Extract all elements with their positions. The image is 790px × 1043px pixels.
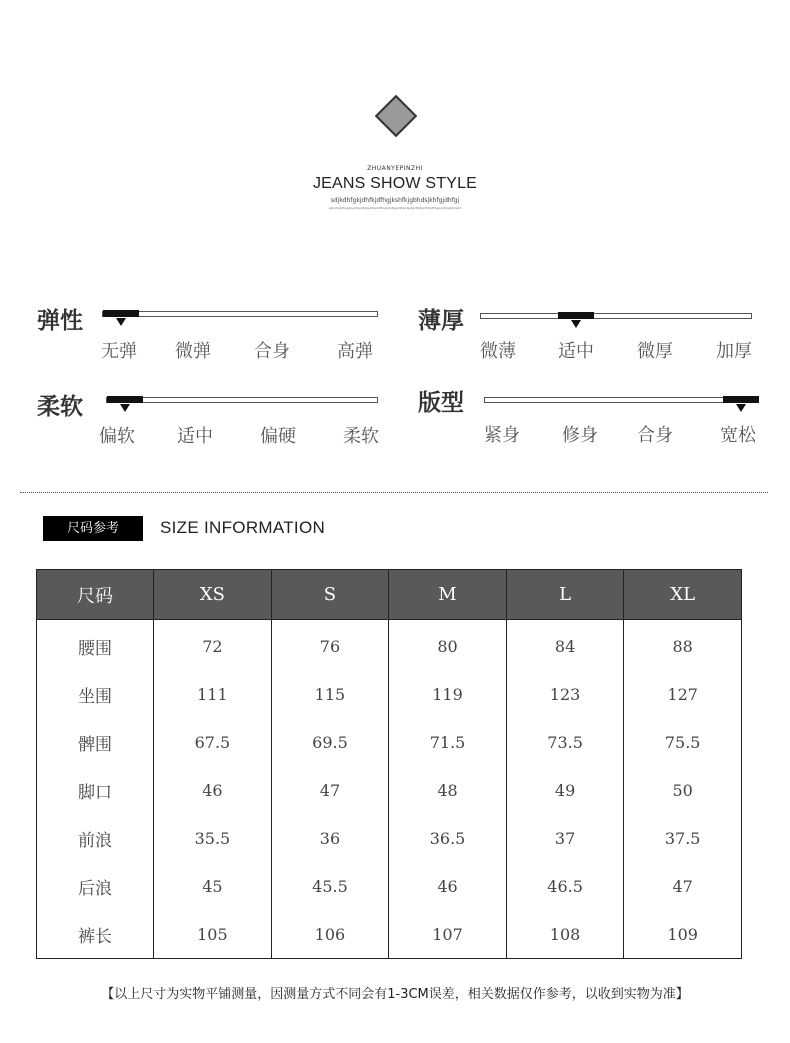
attribute-option: 高弹 (337, 341, 373, 362)
attribute-option: 合身 (637, 425, 673, 446)
attribute-option: 合身 (254, 341, 290, 362)
attribute-marker (723, 396, 759, 403)
table-header-cell: 尺码 (37, 570, 154, 620)
attribute-label: 柔软 (37, 394, 83, 420)
attribute-marker (103, 310, 139, 317)
table-cell: 115 (271, 670, 389, 718)
attribute-track (102, 311, 378, 317)
pointer-icon (571, 320, 581, 328)
size-information-title: SIZE INFORMATION (160, 518, 326, 537)
table-row (37, 620, 742, 671)
table-cell: 107 (389, 910, 507, 959)
table-cell: 88 (624, 620, 742, 671)
table-header-cell: M (389, 570, 507, 620)
table-cell: 46 (389, 862, 507, 910)
table-cell: 109 (624, 910, 742, 959)
attribute-option: 修身 (562, 425, 598, 446)
table-row-label: 脚口 (37, 766, 154, 814)
table-row-label: 后浪 (37, 862, 154, 910)
table-cell: 45 (154, 862, 272, 910)
table-header-cell: XL (624, 570, 742, 620)
brand-subtitle: ZHUANYEPINZHI (367, 165, 423, 172)
attribute-option: 偏软 (99, 426, 135, 447)
table-row (37, 910, 742, 959)
table-cell: 46.5 (506, 862, 624, 910)
table-row-label: 髀围 (37, 718, 154, 766)
table-header-cell: XS (154, 570, 272, 620)
table-row-label: 腰围 (37, 620, 154, 671)
attribute-track (484, 397, 758, 403)
table-cell: 123 (506, 670, 624, 718)
table-cell: 35.5 (154, 814, 272, 862)
table-row-label: 坐围 (37, 670, 154, 718)
diamond-icon (376, 96, 414, 134)
table-cell: 76 (271, 620, 389, 671)
table-cell: 45.5 (271, 862, 389, 910)
table-header-cell: S (271, 570, 389, 620)
attribute-marker (107, 396, 143, 403)
table-row (37, 766, 742, 814)
attribute-option: 微弹 (175, 341, 211, 362)
table-header-row (37, 570, 742, 620)
table-row (37, 814, 742, 862)
decorative-caption-small: sgtsrhsdjfhgsdjsgdhsdjfgbsdjfksdkfhsgkdsfkgsdkfskdjsdjkdhfgkjdhfkjdfhgjkshfkjgbhdsjkh (328, 206, 462, 210)
attribute-option: 适中 (177, 426, 213, 447)
attribute-option: 适中 (558, 341, 594, 362)
table-cell: 84 (506, 620, 624, 671)
table-cell: 36 (271, 814, 389, 862)
attribute-label: 薄厚 (418, 308, 464, 334)
attribute-label: 弹性 (37, 308, 83, 334)
table-cell: 50 (624, 766, 742, 814)
attribute-marker (558, 312, 594, 319)
size-reference-tag: 尺码参考 (43, 516, 143, 541)
attribute-option: 柔软 (343, 426, 379, 447)
table-cell: 119 (389, 670, 507, 718)
attribute-option: 偏硬 (260, 426, 296, 447)
page-title: JEANS SHOW STYLE (312, 175, 478, 192)
table-cell: 80 (389, 620, 507, 671)
attribute-option: 加厚 (716, 341, 752, 362)
attribute-track (106, 397, 378, 403)
table-row-label: 裤长 (37, 910, 154, 959)
table-cell: 47 (624, 862, 742, 910)
table-cell: 69.5 (271, 718, 389, 766)
table-cell: 72 (154, 620, 272, 671)
table-cell: 73.5 (506, 718, 624, 766)
table-row (37, 670, 742, 718)
table-cell: 67.5 (154, 718, 272, 766)
attribute-track (480, 313, 752, 319)
table-row-label: 前浪 (37, 814, 154, 862)
attribute-label: 版型 (418, 390, 464, 416)
table-cell: 111 (154, 670, 272, 718)
table-cell: 127 (624, 670, 742, 718)
dotted-divider (20, 492, 768, 493)
table-cell: 108 (506, 910, 624, 959)
attribute-option: 微厚 (637, 341, 673, 362)
table-cell: 106 (271, 910, 389, 959)
decorative-caption: sdjkdhfgkjdhfkjdfhgjkshfkjgbhdsjkhfgjdhfgj (330, 197, 460, 204)
table-cell: 48 (389, 766, 507, 814)
table-cell: 46 (154, 766, 272, 814)
pointer-icon (116, 318, 126, 326)
table-row (37, 862, 742, 910)
measurement-note: 【以上尺寸为实物平铺测量，因测量方式不同会有1-3CM误差，相关数据仅作参考，以收到实物为准】 (101, 987, 689, 1002)
attribute-option: 宽松 (720, 425, 756, 446)
table-cell: 105 (154, 910, 272, 959)
table-cell: 36.5 (389, 814, 507, 862)
table-header-cell: L (506, 570, 624, 620)
size-table (36, 569, 742, 959)
table-row (37, 718, 742, 766)
table-cell: 47 (271, 766, 389, 814)
attribute-option: 无弹 (101, 341, 137, 362)
table-cell: 71.5 (389, 718, 507, 766)
pointer-icon (736, 404, 746, 412)
attribute-option: 紧身 (484, 425, 520, 446)
table-cell: 75.5 (624, 718, 742, 766)
table-cell: 37 (506, 814, 624, 862)
table-cell: 37.5 (624, 814, 742, 862)
table-cell: 49 (506, 766, 624, 814)
pointer-icon (120, 404, 130, 412)
attribute-option: 微薄 (480, 341, 516, 362)
